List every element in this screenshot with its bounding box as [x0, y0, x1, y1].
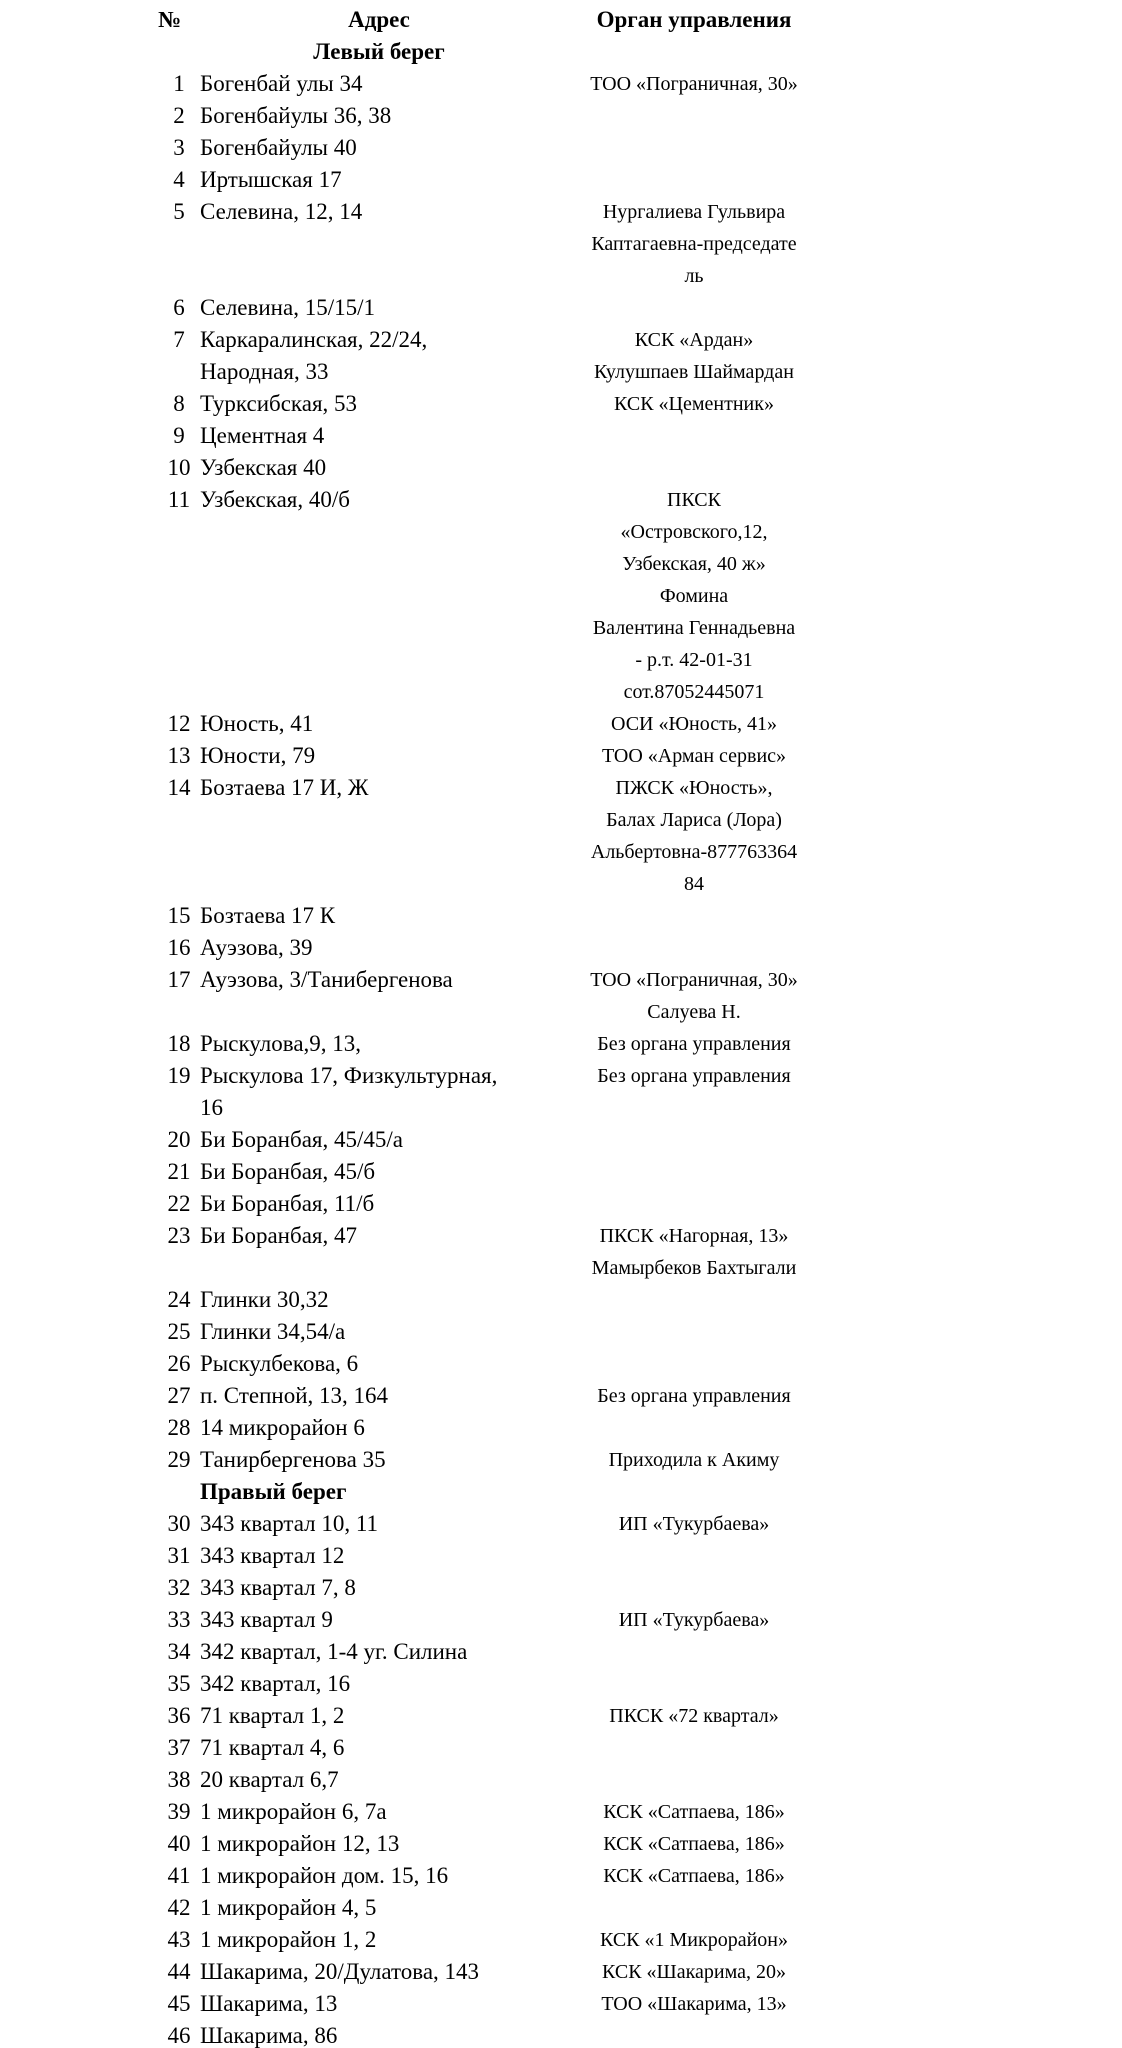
section-title: Правый берег: [200, 1479, 347, 1504]
address-line: 343 квартал 12: [200, 1543, 345, 1568]
row-org: [558, 964, 830, 1028]
row-address: [200, 1796, 558, 1828]
org-line: КСК «Шакарима, 20»: [602, 1961, 786, 1983]
org-line: ПКСК: [667, 489, 721, 511]
row-org: [558, 388, 830, 420]
address-line: 1 микрорайон 4, 5: [200, 1895, 377, 1920]
row-org: [558, 1732, 830, 1764]
row-org: [558, 1444, 830, 1476]
address-line: Шакарима, 13: [200, 1991, 338, 2016]
row-org: [558, 452, 830, 484]
row-org: [558, 1988, 830, 2020]
row-org: [558, 1156, 830, 1188]
table-row: [158, 1348, 830, 1380]
address-line: Ауэзова, 3/Танибергенова: [200, 967, 453, 992]
table-row: [158, 324, 830, 388]
row-org: [558, 100, 830, 132]
row-number: 14: [167, 775, 191, 800]
row-org: [558, 164, 830, 196]
row-org: [558, 1188, 830, 1220]
address-line: 1 микрорайон 6, 7а: [200, 1799, 387, 1824]
row-org: [558, 1924, 830, 1956]
address-line: Шакарима, 86: [200, 2023, 338, 2048]
address-line: 14 микрорайон 6: [200, 1415, 365, 1440]
row-org: [558, 1540, 830, 1572]
row-org: [558, 196, 830, 292]
address-line: Танирбергенова 35: [200, 1447, 386, 1472]
row-number: 35: [167, 1671, 191, 1696]
table-row: [158, 964, 830, 1028]
row-org: [558, 740, 830, 772]
table-row: [158, 1284, 830, 1316]
table-row: [158, 1188, 830, 1220]
address-line: Рыскулова 17, Физкультурная,: [200, 1063, 498, 1088]
row-address: [200, 164, 558, 196]
row-number: 39: [167, 1799, 191, 1824]
table-row: [158, 1412, 830, 1444]
row-address: [200, 1636, 558, 1668]
row-org: [558, 324, 830, 388]
org-line: Без органа управления: [597, 1385, 791, 1407]
row-org: [558, 2020, 830, 2048]
row-number: 40: [167, 1831, 191, 1856]
row-org: [558, 420, 830, 452]
row-org: [558, 1060, 830, 1124]
row-address: [200, 964, 558, 1028]
section-header-row: [158, 1476, 830, 1508]
row-number: 44: [167, 1959, 191, 1984]
row-address: [200, 1444, 558, 1476]
col-header-num: №: [158, 7, 182, 32]
address-line: Турксибская, 53: [200, 391, 358, 416]
row-org: [558, 1316, 830, 1348]
table-row: [158, 388, 830, 420]
org-line: ИП «Тукурбаева»: [618, 1513, 770, 1535]
org-line: ОСИ «Юность, 41»: [611, 713, 777, 735]
table-row: [158, 484, 830, 708]
row-org: [558, 772, 830, 900]
table-row: [158, 1316, 830, 1348]
address-line: Цементная 4: [200, 423, 325, 448]
row-number: 5: [173, 199, 185, 224]
row-address: [200, 1348, 558, 1380]
row-address: [200, 1220, 558, 1284]
row-org: [558, 1220, 830, 1284]
org-line: КСК «Цементник»: [614, 393, 774, 415]
col-header-org: Орган управления: [596, 7, 792, 32]
row-org: [558, 1604, 830, 1636]
org-line: Салуева Н.: [647, 1001, 741, 1023]
row-org: [558, 1412, 830, 1444]
row-org: [558, 68, 830, 100]
row-address: [200, 2020, 558, 2048]
org-line: Нургалиева Гульвира: [602, 201, 786, 223]
row-org: [558, 1380, 830, 1412]
row-number: 41: [167, 1863, 191, 1888]
row-number: 3: [173, 135, 185, 160]
org-line: ль: [684, 265, 704, 287]
row-org: [558, 1764, 830, 1796]
row-number: 15: [167, 903, 191, 928]
org-line: Валентина Геннадьевна: [592, 617, 796, 639]
row-address: [200, 1028, 558, 1060]
row-address: [200, 132, 558, 164]
row-org: [558, 708, 830, 740]
address-line: Би Боранбая, 45/45/а: [200, 1127, 403, 1152]
row-number: 29: [167, 1447, 191, 1472]
address-line: 342 квартал, 1-4 уг. Силина: [200, 1639, 468, 1664]
row-address: [200, 740, 558, 772]
table-row: [158, 1892, 830, 1924]
row-number: 4: [173, 167, 185, 192]
row-address: [200, 772, 558, 900]
row-number: 1: [173, 71, 185, 96]
table-row: [158, 1124, 830, 1156]
row-org: [558, 900, 830, 932]
address-line: Ауэзова, 39: [200, 935, 313, 960]
row-org: [558, 932, 830, 964]
table-row: [158, 1764, 830, 1796]
org-line: ТОО «Шакарима, 13»: [601, 1993, 787, 2015]
row-address: [200, 1124, 558, 1156]
section-title: Левый берег: [313, 39, 445, 64]
org-line: ПКСК «Нагорная, 13»: [599, 1225, 789, 1247]
row-number: 13: [167, 743, 191, 768]
org-line: ТОО «Арман сервис»: [601, 745, 787, 767]
address-line: Селевина, 12, 14: [200, 199, 363, 224]
row-number: 42: [167, 1895, 191, 1920]
section-num-spacer: [158, 1476, 200, 1508]
org-line: ТОО «Пограничная, 30»: [590, 73, 798, 95]
address-line: 71 квартал 1, 2: [200, 1703, 345, 1728]
row-address: [200, 1988, 558, 2020]
table-row: [158, 900, 830, 932]
table-row: [158, 1380, 830, 1412]
address-line: Народная, 33: [200, 359, 329, 384]
row-number: 19: [167, 1063, 191, 1088]
row-address: [200, 1956, 558, 1988]
row-address: [200, 1828, 558, 1860]
row-number: 36: [167, 1703, 191, 1728]
table-row: [158, 1156, 830, 1188]
table-row: [158, 2020, 830, 2048]
row-number: 6: [173, 295, 185, 320]
row-number: 46: [167, 2023, 191, 2048]
address-line: Селевина, 15/15/1: [200, 295, 375, 320]
address-line: Узбекская 40: [200, 455, 327, 480]
address-line: Узбекская, 40/б: [200, 487, 350, 512]
row-number: 24: [167, 1287, 191, 1312]
row-address: [200, 1572, 558, 1604]
row-address: [200, 1892, 558, 1924]
row-org: [558, 1796, 830, 1828]
row-org: [558, 1124, 830, 1156]
row-number: 25: [167, 1319, 191, 1344]
table-row: [158, 1956, 830, 1988]
table-row: [158, 1572, 830, 1604]
row-address: [200, 1700, 558, 1732]
row-org: [558, 1828, 830, 1860]
address-line: Би Боранбая, 45/б: [200, 1159, 376, 1184]
table-body: [158, 36, 830, 2048]
table-row: [158, 1860, 830, 1892]
table-row: [158, 452, 830, 484]
row-org: [558, 1860, 830, 1892]
row-number: 27: [167, 1383, 191, 1408]
row-address: [200, 1764, 558, 1796]
section-header-row: [158, 36, 830, 68]
address-line: Шакарима, 20/Дулатова, 143: [200, 1959, 480, 1984]
address-line: 342 квартал, 16: [200, 1671, 351, 1696]
table-row: [158, 420, 830, 452]
row-number: 34: [167, 1639, 191, 1664]
org-line: КСК «1 Микрорайон»: [599, 1929, 788, 1951]
address-line: Каркаралинская, 22/24,: [200, 327, 428, 352]
row-number: 31: [167, 1543, 191, 1568]
row-org: [558, 1892, 830, 1924]
row-org: [558, 1028, 830, 1060]
row-number: 32: [167, 1575, 191, 1600]
row-address: [200, 1156, 558, 1188]
address-line: Бозтаева 17 К: [200, 903, 336, 928]
table-row: [158, 1988, 830, 2020]
row-number: 10: [167, 455, 191, 480]
row-address: [200, 1732, 558, 1764]
row-number: 16: [167, 935, 191, 960]
address-line: 16: [200, 1095, 223, 1120]
table-row: [158, 1668, 830, 1700]
section-org-spacer: [558, 1476, 830, 1508]
org-line: Мамырбеков Бахтыгали: [591, 1257, 797, 1279]
row-number: 45: [167, 1991, 191, 2016]
address-line: п. Степной, 13, 164: [200, 1383, 389, 1408]
row-address: [200, 196, 558, 292]
row-number: 11: [167, 487, 191, 512]
table-row: [158, 1444, 830, 1476]
org-line: Узбекская, 40 ж»: [622, 553, 766, 575]
row-address: [200, 1380, 558, 1412]
table-row: [158, 708, 830, 740]
row-org: [558, 1572, 830, 1604]
row-number: 30: [167, 1511, 191, 1536]
org-line: «Островского,12,: [620, 521, 768, 543]
address-line: Глинки 30,32: [200, 1287, 329, 1312]
org-line: ИП «Тукурбаева»: [618, 1609, 770, 1631]
row-address: [200, 292, 558, 324]
row-address: [200, 484, 558, 708]
row-org: [558, 1284, 830, 1316]
org-line: ПЖСК «Юность»,: [615, 777, 773, 799]
table-row: [158, 196, 830, 292]
row-org: [558, 1348, 830, 1380]
row-number: 23: [167, 1223, 191, 1248]
row-org: [558, 1668, 830, 1700]
row-address: [200, 1060, 558, 1124]
row-address: [200, 1924, 558, 1956]
row-number: 8: [173, 391, 185, 416]
address-line: Юности, 79: [200, 743, 316, 768]
row-address: [200, 1316, 558, 1348]
address-line: Богенбайулы 40: [200, 135, 357, 160]
table-row: [158, 932, 830, 964]
table-row: [158, 292, 830, 324]
org-line: Альбертовна-877763364: [590, 841, 798, 863]
org-line: Без органа управления: [597, 1065, 791, 1087]
table-row: [158, 132, 830, 164]
address-line: 343 квартал 7, 8: [200, 1575, 356, 1600]
table-row: [158, 740, 830, 772]
table-row: [158, 1796, 830, 1828]
address-line: 20 квартал 6,7: [200, 1767, 339, 1792]
address-line: 343 квартал 9: [200, 1607, 333, 1632]
row-org: [558, 1956, 830, 1988]
org-line: 84: [684, 873, 704, 895]
row-address: [200, 452, 558, 484]
table-row: [158, 1028, 830, 1060]
row-address: [200, 1188, 558, 1220]
table-row: [158, 1924, 830, 1956]
address-line: 71 квартал 4, 6: [200, 1735, 345, 1760]
row-address: [200, 900, 558, 932]
table-row: [158, 1700, 830, 1732]
table-row: [158, 1828, 830, 1860]
address-line: 1 микрорайон 1, 2: [200, 1927, 377, 1952]
org-line: КСК «Сатпаева, 186»: [603, 1801, 785, 1823]
address-line: Рыскулбекова, 6: [200, 1351, 359, 1376]
row-address: [200, 1604, 558, 1636]
col-header-address: Адрес: [348, 7, 410, 32]
org-line: сот.87052445071: [623, 681, 765, 703]
row-number: 20: [167, 1127, 191, 1152]
address-line: 343 квартал 10, 11: [200, 1511, 379, 1536]
table-row: [158, 1508, 830, 1540]
table-row: [158, 1732, 830, 1764]
row-number: 21: [167, 1159, 191, 1184]
table-row: [158, 68, 830, 100]
address-table: [158, 4, 830, 2048]
table-row: [158, 1540, 830, 1572]
org-line: Приходила к Акиму: [608, 1449, 780, 1471]
row-address: [200, 420, 558, 452]
row-org: [558, 292, 830, 324]
row-number: 2: [173, 103, 185, 128]
table-row: [158, 1060, 830, 1124]
org-line: КСК «Сатпаева, 186»: [603, 1833, 785, 1855]
row-number: 37: [167, 1735, 191, 1760]
row-number: 7: [173, 327, 185, 352]
address-line: Би Боранбая, 47: [200, 1223, 357, 1248]
row-number: 26: [167, 1351, 191, 1376]
section-org-spacer: [558, 36, 830, 68]
row-number: 9: [173, 423, 185, 448]
row-org: [558, 1700, 830, 1732]
row-number: 38: [167, 1767, 191, 1792]
row-address: [200, 1668, 558, 1700]
table-row: [158, 1604, 830, 1636]
row-number: 43: [167, 1927, 191, 1952]
row-number: 28: [167, 1415, 191, 1440]
section-num-spacer: [158, 36, 200, 68]
row-address: [200, 932, 558, 964]
table-header-row: [158, 4, 830, 36]
org-line: - р.т. 42-01-31: [635, 649, 753, 671]
table-row: [158, 1220, 830, 1284]
address-line: Богенбай улы 34: [200, 71, 363, 96]
row-org: [558, 484, 830, 708]
table-row: [158, 164, 830, 196]
row-address: [200, 1508, 558, 1540]
row-number: 12: [167, 711, 191, 736]
org-line: Фомина: [659, 585, 729, 607]
row-address: [200, 1860, 558, 1892]
org-line: Без органа управления: [597, 1033, 791, 1055]
row-org: [558, 1508, 830, 1540]
org-line: Кулушпаев Шаймардан: [594, 361, 794, 383]
org-line: Каптагаевна-председате: [591, 233, 797, 255]
row-org: [558, 1636, 830, 1668]
address-line: Юность, 41: [200, 711, 314, 736]
org-line: ПКСК «72 квартал»: [609, 1705, 779, 1727]
address-line: Глинки 34,54/а: [200, 1319, 346, 1344]
org-line: Балах Лариса (Лора): [606, 809, 782, 831]
row-address: [200, 324, 558, 388]
row-address: [200, 1540, 558, 1572]
row-address: [200, 1284, 558, 1316]
table-row: [158, 772, 830, 900]
org-line: КСК «Ардан»: [634, 329, 754, 351]
row-address: [200, 708, 558, 740]
row-address: [200, 1412, 558, 1444]
row-number: 33: [167, 1607, 191, 1632]
row-address: [200, 388, 558, 420]
row-number: 18: [167, 1031, 191, 1056]
row-address: [200, 68, 558, 100]
org-line: КСК «Сатпаева, 186»: [603, 1865, 785, 1887]
address-line: Би Боранбая, 11/б: [200, 1191, 375, 1216]
row-address: [200, 100, 558, 132]
address-line: 1 микрорайон дом. 15, 16: [200, 1863, 449, 1888]
address-line: Рыскулова,9, 13,: [200, 1031, 362, 1056]
address-line: Иртышская 17: [200, 167, 342, 192]
table-row: [158, 1636, 830, 1668]
address-line: Богенбайулы 36, 38: [200, 103, 392, 128]
address-line: Бозтаева 17 И, Ж: [200, 775, 369, 800]
row-number: 22: [167, 1191, 191, 1216]
org-line: ТОО «Пограничная, 30»: [590, 969, 798, 991]
table-row: [158, 100, 830, 132]
row-number: 17: [167, 967, 191, 992]
row-org: [558, 132, 830, 164]
address-line: 1 микрорайон 12, 13: [200, 1831, 400, 1856]
